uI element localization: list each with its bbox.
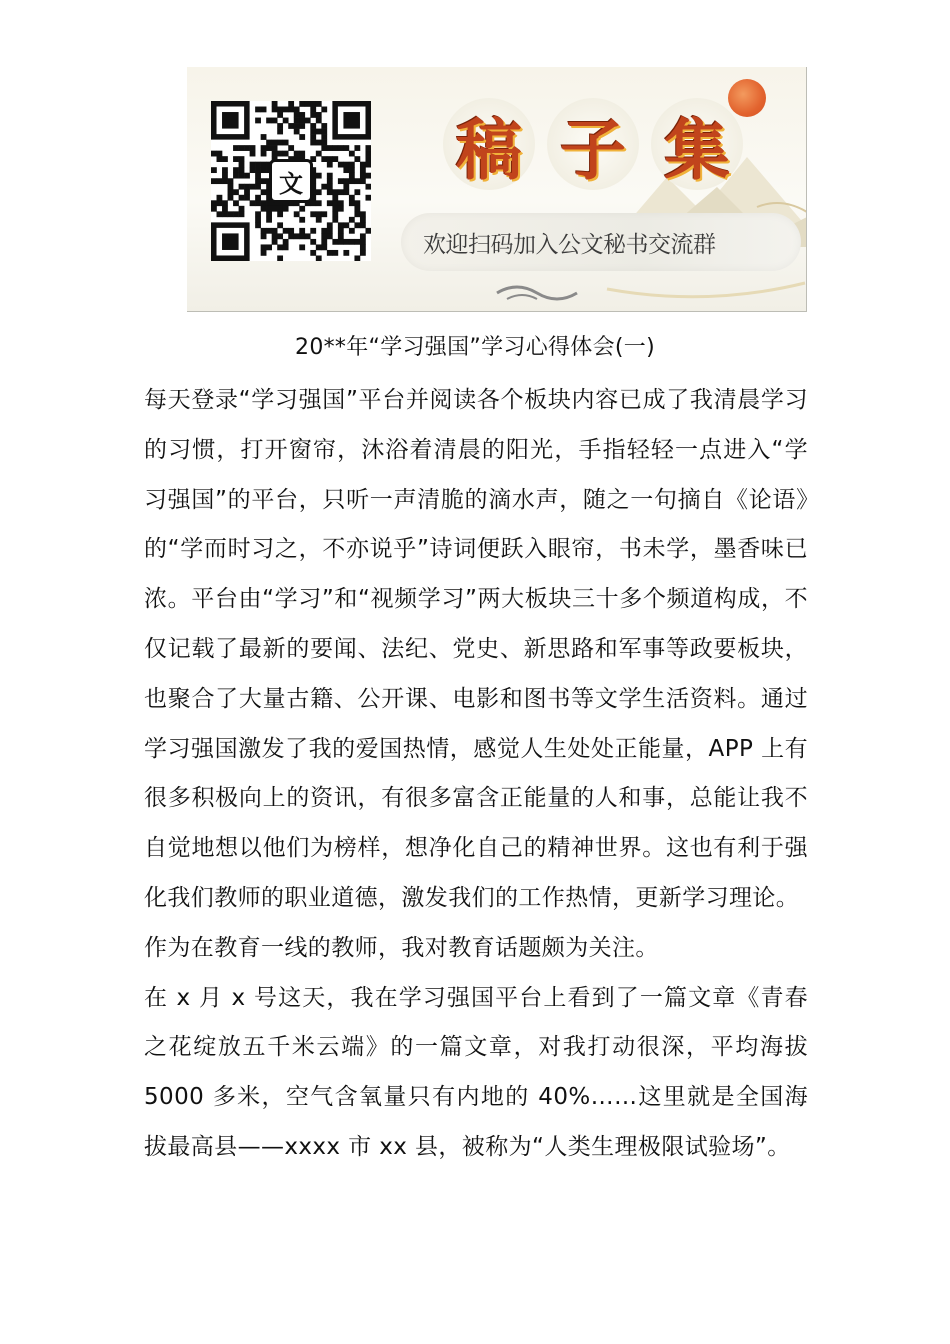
document-title: 20**年“学习强国”学习心得体会(一) [295, 335, 655, 360]
brand-char-3: 集 [651, 98, 743, 190]
paragraph-1: 每天登录“学习强国”平台并阅读各个板块内容已成了我清晨学习的习惯，打开窗帘，沐浴着清晨的阳光，手指轻轻一点进入“学习强国”的平台，只听一声清脆的滴水声，随之一句摘自《论语》的“学而时习之，不亦说乎”诗词便跃入眼帘，书未学，墨香味已浓。平台由“学习”和“视频学习”两大板块三十多个频道构成，不仅记载了最新的要闻、法纪、党史、新思路和军事等政要板块，也聚合了大量古籍、公开课、电影和图书等文学生活资料。通过学习强国激发了我的爱国热情，感觉人生处处正能量，APP 上有很多积极向上的资讯，有很多富含正能量的人和事，总能让我不自觉地想以他们为榜样，想净化自己的精神世界。这也有利于强化我们教师的职业道德，激发我们的工作热情，更新学习理论。 [144, 387, 808, 911]
brand-char-1: 稿 [443, 98, 535, 190]
brand-char-2: 子 [547, 98, 639, 190]
brand-title [443, 89, 743, 199]
paragraph-2: 作为在教育一线的教师，我对教育话题颇为关注。 [144, 934, 659, 961]
paragraph-3: 在 x 月 x 号这天，我在学习强国平台上看到了一篇文章《青春之花绽放五千米云端》的一篇文章，对我打动很深，平均海拔 5000 多米，空气含氧量只有内地的 40%……这里就是全国海拔最高县——xxxx 市 xx 县，被称为“人类生理极限试验场”。 [144, 984, 808, 1160]
qr-center-logo: 文 [269, 159, 313, 203]
document-body [144, 376, 808, 1173]
promo-banner [187, 67, 807, 312]
wave-decoration [487, 273, 807, 309]
qr-code[interactable] [211, 101, 371, 261]
banner-slogan: 欢迎扫码加入公文秘书交流群 [401, 213, 801, 271]
